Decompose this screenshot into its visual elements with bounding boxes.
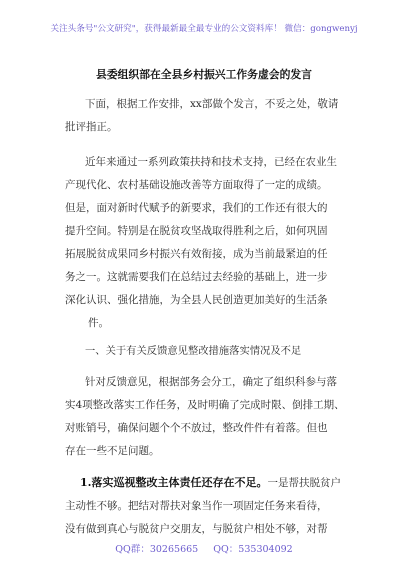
footer-contact [0,541,408,555]
paragraph-line: 下面，根据工作安排，xx部做个发言，不妥之处，敬请 [85,98,339,110]
paragraph-line: 近年来通过一系列政策扶持和技术支持，已经在农业生 [85,156,337,168]
point-heading-line [80,476,341,490]
paragraph-line: 批评指正。 [65,121,118,133]
section-heading: 一、关于有关反馈意见整改措施落实情况及不足 [85,345,302,357]
footer-qq-group: QQ群：30265665 [115,544,199,555]
point-bold-text: 1.落实巡视整改主体责任还存在不足。 [80,476,268,489]
paragraph-line: 没有做到真心与脱贫户交朋友，与脱贫户相处不够，对帮 [65,523,328,535]
paragraph-line: 产现代化、农村基础设施改善等方面取得了一定的成绩。 [65,179,328,191]
paragraph-line: 但是，面对新时代赋予的新要求，我们的工作还有很大的 [65,202,328,214]
paragraph-line: 存在一些不足问题。 [65,445,160,457]
header-banner: 关注头条号"公文研究"，获得最新最全最专业的公文资料库！ 微信：gongwenyj [50,24,358,34]
paragraph-line: 提升空间。特别是在脱贫攻坚战取得胜利之后，如何巩固 [65,225,328,237]
paragraph-line: 件。 [88,317,109,329]
paragraph-line: 拓展脱贫成果同乡村振兴有效衔接，成为当前最紧迫的任 [65,248,328,260]
point-rest-text: 一是帮扶脱贫户 [267,477,341,489]
paragraph-line: 务之一。这就需要我们在总结过去经验的基础上，进一步 [65,271,328,283]
paragraph-line: 深化认识、强化措施，为全县人民创造更加美好的生活条 [65,294,328,306]
footer-qq: QQ：535304092 [213,544,293,555]
paragraph-line: 主动性不够。把结对帮扶对象当作一项固定任务来看待， [65,500,328,512]
paragraph-line: 对账销号，确保问题个个不放过，整改件件有着落。但也 [65,422,328,434]
paragraph-line: 实4项整改落实工作任务，及时明确了完成时限、倒排工期、 [65,399,345,411]
paragraph-line: 针对反馈意见，根据部务会分工，确定了组织科参与落 [85,376,337,388]
document-title: 县委组织部在全县乡村振兴工作务虚会的发言 [96,68,312,81]
